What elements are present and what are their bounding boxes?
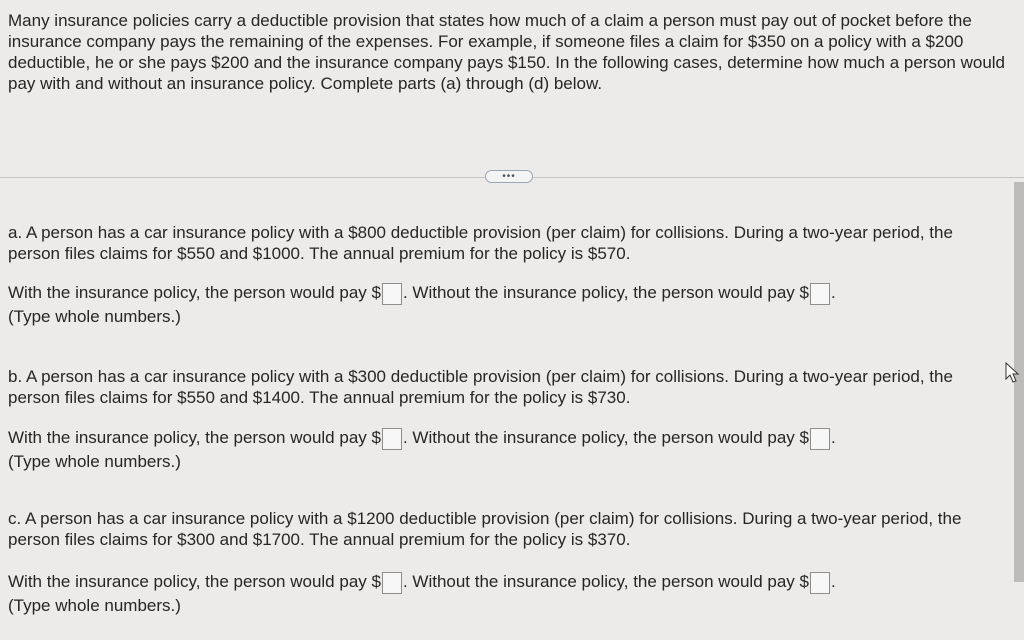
part-a-without-insurance-input[interactable] xyxy=(810,283,830,305)
part-a-question: a. A person has a car insurance policy with a $800 deductible provision (per claim) for collisions. During a two-year period, the person files claims for $550 and $1000. The annual premium for the policy is $570. xyxy=(8,223,953,263)
part-c-question: c. A person has a car insurance policy with a $1200 deductible provision (per claim) for collisions. During a two-year period, the person files claims for $300 and $1700. The annual premium for the policy is $370. xyxy=(8,509,962,549)
part-c xyxy=(8,508,998,618)
part-b-answer-line xyxy=(8,426,998,450)
part-c-without-insurance-input[interactable] xyxy=(810,572,830,594)
part-c-hint: (Type whole numbers.) xyxy=(8,596,181,615)
part-a xyxy=(8,222,998,329)
part-b-with-insurance-input[interactable] xyxy=(382,428,402,450)
part-c-end-period: . xyxy=(830,572,836,591)
part-b-without-insurance-input[interactable] xyxy=(810,428,830,450)
problem-intro: Many insurance policies carry a deductible provision that states how much of a claim a person must pay out of pocket before the insurance company pays the remaining of the expenses. For example, if someone files a claim for $350 on a policy with a $200 deductible, he or she pays $200 and the insurance company pays $150. In the following cases, determine how much a person would pay with and without an insurance policy. Complete parts (a) through (d) below. xyxy=(8,11,1006,93)
part-a-end-period: . xyxy=(830,283,836,302)
part-b-question: b. A person has a car insurance policy with a $300 deductible provision (per claim) for collisions. During a two-year period, the person files claims for $550 and $1400. The annual premium for the policy is $730. xyxy=(8,367,953,407)
part-b-with-label: With the insurance policy, the person would pay $ xyxy=(8,428,381,447)
part-a-without-label: . Without the insurance policy, the person would pay $ xyxy=(402,283,809,302)
part-b-end-period: . xyxy=(830,428,836,447)
part-b-hint: (Type whole numbers.) xyxy=(8,452,181,471)
part-b xyxy=(8,366,998,474)
part-c-with-insurance-input[interactable] xyxy=(382,572,402,594)
part-c-without-label: . Without the insurance policy, the person would pay $ xyxy=(402,572,809,591)
part-c-answer-line xyxy=(8,570,998,594)
part-b-without-label: . Without the insurance policy, the person would pay $ xyxy=(402,428,809,447)
show-more-button[interactable]: ••• xyxy=(485,170,533,183)
part-a-answer-line xyxy=(8,281,998,305)
part-c-with-label: With the insurance policy, the person would pay $ xyxy=(8,572,381,591)
part-a-hint: (Type whole numbers.) xyxy=(8,307,181,326)
part-a-with-label: With the insurance policy, the person would pay $ xyxy=(8,283,381,302)
mouse-cursor-icon xyxy=(1004,362,1020,384)
part-a-with-insurance-input[interactable] xyxy=(382,283,402,305)
